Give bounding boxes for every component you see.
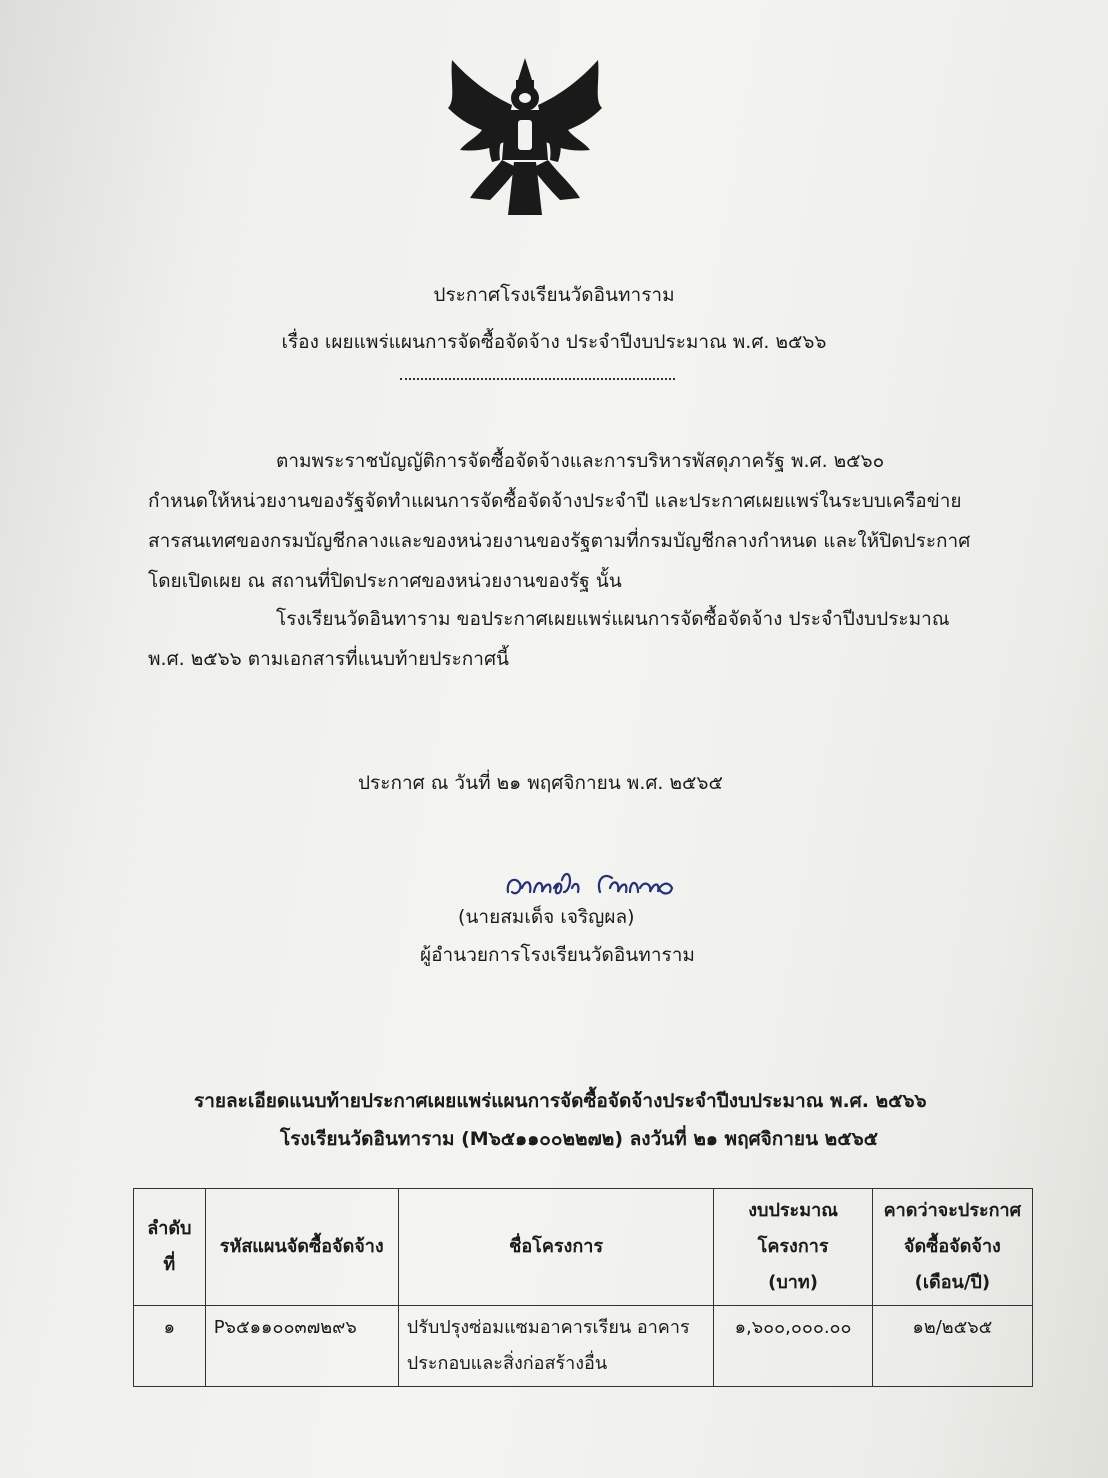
body-paragraph-1-line-3: สารสนเทศของกรมบัญชีกลางและของหน่วยงานของรัฐตามที่กรมบัญชีกลางกำหนด และให้ปิดประกาศ <box>148 530 971 552</box>
announcement-subject: เรื่อง เผยแพร่แผนการจัดซื้อจัดจ้าง ประจำปีงบประมาณ พ.ศ. ๒๕๖๖ <box>281 331 827 353</box>
announcement-heading: ประกาศโรงเรียนวัดอินทาราม <box>433 284 675 306</box>
signatory-position: ผู้อำนวยการโรงเรียนวัดอินทาราม <box>420 944 695 966</box>
cell-budget: ๑,๖๐๐,๐๐๐.๐๐ <box>714 1306 872 1387</box>
header-project-name-text: ชื่อโครงการ <box>509 1236 604 1257</box>
header-budget-text: งบประมาณ โครงการ (บาท) <box>748 1200 838 1293</box>
announcement-date: ประกาศ ณ วันที่ ๒๑ พฤศจิกายน พ.ศ. ๒๕๖๕ <box>358 772 723 794</box>
cell-expected-month: ๑๒/๒๕๖๕ <box>872 1306 1032 1387</box>
cell-no: ๑ <box>134 1306 206 1387</box>
table-header-row <box>134 1189 1033 1306</box>
attachment-title-line-2: โรงเรียนวัดอินทาราม (M๖๕๑๑๐๐๒๒๗๒) ลงวันที่ ๒๑ พฤศจิกายน ๒๕๖๕ <box>280 1128 879 1150</box>
header-code-text: รหัสแผนจัดซื้อจัดจ้าง <box>219 1236 384 1257</box>
header-no-text: ลำดับ ที่ <box>147 1218 192 1275</box>
body-paragraph-1-line-4: โดยเปิดเผย ณ สถานที่ปิดประกาศของหน่วยงานของรัฐ นั้น <box>148 570 622 592</box>
header-budget <box>714 1189 872 1306</box>
header-project-name <box>398 1189 714 1306</box>
attachment-title-line-1: รายละเอียดแนบท้ายประกาศเผยแพร่แผนการจัดซื้อจัดจ้างประจำปีงบประมาณ พ.ศ. ๒๕๖๖ <box>194 1090 927 1112</box>
header-no <box>134 1189 206 1306</box>
divider <box>400 378 675 380</box>
procurement-plan-table <box>133 1188 1033 1387</box>
body-paragraph-2-line-1: โรงเรียนวัดอินทาราม ขอประกาศเผยแพร่แผนการจัดซื้อจัดจ้าง ประจำปีงบประมาณ <box>276 608 950 630</box>
body-paragraph-1-line-1: ตามพระราชบัญญัติการจัดซื้อจัดจ้างและการบริหารพัสดุภาครัฐ พ.ศ. ๒๕๖๐ <box>276 450 885 472</box>
garuda-emblem-icon <box>430 50 620 222</box>
header-expected-month <box>872 1189 1032 1306</box>
header-expected-month-text: คาดว่าจะประกาศ จัดซื้อจัดจ้าง (เดือน/ปี) <box>883 1200 1022 1293</box>
body-paragraph-2-line-2: พ.ศ. ๒๕๖๖ ตามเอกสารที่แนบท้ายประกาศนี้ <box>148 648 510 670</box>
signatory-name: (นายสมเด็จ เจริญผล) <box>458 906 635 928</box>
body-paragraph-1-line-2: กำหนดให้หน่วยงานของรัฐจัดทำแผนการจัดซื้อจัดจ้างประจำปี และประกาศเผยแพร่ในระบบเครือข่าย <box>148 490 962 512</box>
header-code <box>205 1189 398 1306</box>
cell-project-name: ปรับปรุงซ่อมแซมอาคารเรียน อาคารประกอบและสิ่งก่อสร้างอื่น <box>398 1306 714 1387</box>
table-row <box>134 1306 1033 1387</box>
cell-code: P๖๕๑๑๐๐๓๗๒๙๖ <box>205 1306 398 1387</box>
